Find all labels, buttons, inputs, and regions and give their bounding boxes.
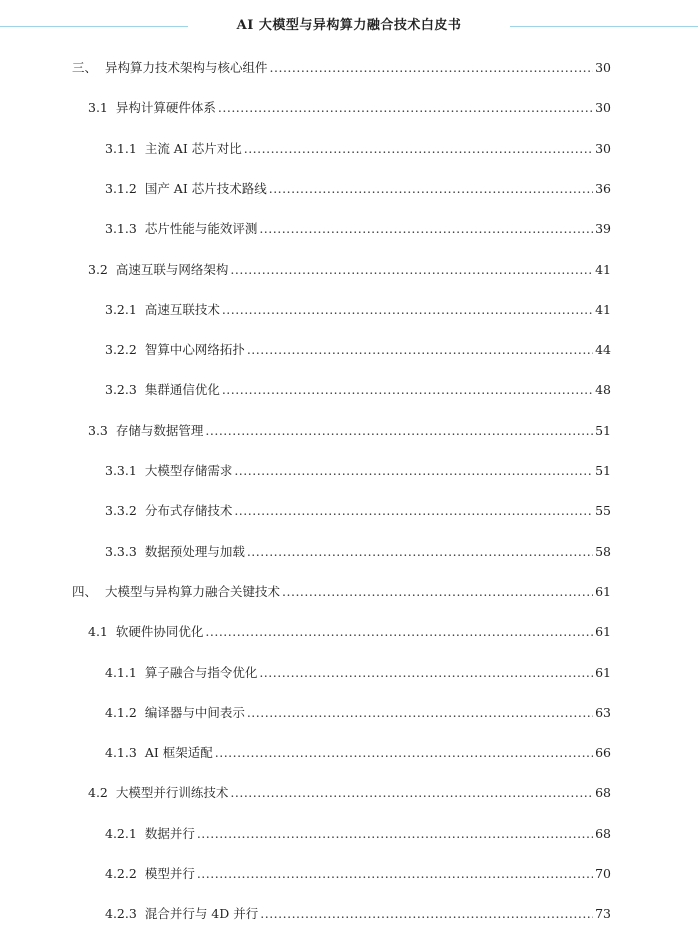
toc-dot-leader [230,783,593,803]
toc-entry-label [88,260,228,280]
toc-entry-number: 4.1 [88,624,108,640]
toc-entry-label [105,219,257,239]
toc-entry-title: 异构计算硬件体系 [115,100,216,116]
toc-entry-label [105,824,195,844]
toc-entry-page: 73 [595,906,611,922]
toc-entry-title: 编译器与中间表示 [144,704,245,720]
toc-entry-number: 四、 [72,583,98,599]
toc-entry-title: 国产 AI 芯片技术路线 [144,180,267,196]
header-rule-right [510,26,698,27]
toc-entry-number: 三、 [72,60,98,75]
toc-entry[interactable] [105,179,611,199]
toc-entry-page: 41 [595,301,611,317]
toc-entry-number: 3.2 [88,261,108,277]
toc-entry-title: 集群通信优化 [144,382,220,398]
toc-entry-number: 4.1.1 [105,664,137,680]
toc-dot-leader [247,340,593,360]
toc-entry-label [88,98,216,118]
toc-entry-page: 61 [595,664,611,680]
toc-dot-leader [244,139,593,159]
toc-entry-title: 数据预处理与加载 [144,543,245,559]
toc-entry[interactable] [105,300,611,320]
toc-entry[interactable] [105,743,611,763]
toc-entry-label [105,340,245,360]
toc-dot-leader [282,582,593,602]
toc-entry[interactable] [105,501,611,521]
toc-entry-title: 分布式存储技术 [144,503,233,519]
toc-entry-page: 55 [595,503,611,519]
toc-entry-page: 61 [595,583,611,599]
page-header [0,14,698,38]
toc-entry-number: 3.3.3 [105,543,137,559]
toc-dot-leader [259,219,593,239]
toc-entry[interactable] [105,663,611,683]
toc-dot-leader [205,421,593,441]
toc-entry-page: 68 [595,785,611,801]
toc-dot-leader [260,904,593,924]
toc-entry[interactable] [72,58,611,78]
toc-dot-leader [205,622,593,642]
toc-entry-number: 4.2.1 [105,825,137,841]
toc-entry[interactable] [88,421,611,441]
toc-entry-title: 软硬件协同优化 [115,624,204,640]
toc-entry[interactable] [105,219,611,239]
toc-entry-page: 30 [595,100,611,116]
toc-entry[interactable] [105,703,611,723]
toc-dot-leader [222,380,593,400]
toc-entry-page: 68 [595,825,611,841]
toc-dot-leader [269,179,593,199]
toc-entry-number: 4.1.3 [105,745,137,761]
toc-entry[interactable] [88,98,611,118]
toc-entry-label [105,300,220,320]
toc-dot-leader [197,864,593,884]
toc-entry[interactable] [105,340,611,360]
toc-dot-leader [215,743,593,763]
toc-entry-page: 36 [595,180,611,196]
toc-entry-label [105,501,232,521]
toc-entry-number: 3.2.3 [105,382,137,398]
toc-dot-leader [222,300,593,320]
toc-dot-leader [259,663,593,683]
toc-entry-page: 58 [595,543,611,559]
toc-entry-label [105,703,245,723]
toc-entry-page: 66 [595,745,611,761]
toc-entry[interactable] [105,542,611,562]
toc-entry-title: 大模型存储需求 [144,463,233,478]
toc-entry-number: 3.1.1 [105,140,137,156]
toc-entry-title: 智算中心网络拓扑 [144,342,245,358]
toc-dot-leader [218,98,593,118]
toc-entry-title: 芯片性能与能效评测 [144,221,258,237]
toc-entry-title: 算子融合与指令优化 [144,664,258,680]
toc-entry-title: 大模型与异构算力融合关键技术 [105,583,281,599]
toc-entry[interactable] [105,139,611,159]
toc-entry[interactable] [105,864,611,884]
toc-entry-number: 3.2.1 [105,301,137,317]
toc-entry-number: 4.1.2 [105,704,137,720]
toc-dot-leader [270,58,594,78]
toc-entry-title: 数据并行 [144,825,195,841]
toc-entry-label [105,743,213,763]
toc-entry-number: 4.2.2 [105,866,137,881]
toc-entry-label [105,139,242,159]
toc-entry[interactable] [88,260,611,280]
toc-entry-number: 3.3.1 [105,463,137,478]
toc-entry[interactable] [105,380,611,400]
toc-entry-label [72,58,268,78]
toc-entry-label [105,179,267,199]
toc-entry-label [88,622,203,642]
toc-entry-number: 3.1.3 [105,221,137,237]
toc-dot-leader [247,703,593,723]
document-title: AI 大模型与异构算力融合技术白皮书 [236,18,462,33]
toc-entry-page: 41 [595,261,611,277]
toc-dot-leader [197,824,593,844]
toc-entry-page: 51 [595,422,611,438]
toc-entry-title: 大模型并行训练技术 [115,785,229,801]
toc-entry-page: 61 [595,624,611,640]
toc-entry-label [105,461,232,481]
toc-entry-label [88,783,228,803]
toc-entry-title: 异构算力技术架构与核心组件 [105,60,268,75]
header-rule-left [0,26,188,27]
toc-entry-page: 63 [595,704,611,720]
toc-entry-title: 存储与数据管理 [115,422,204,438]
toc-entry-title: 主流 AI 芯片对比 [144,140,242,156]
toc-entry-title: 混合并行与 4D 并行 [144,906,259,922]
toc-entry[interactable] [105,461,611,481]
toc-entry-label [105,542,245,562]
toc-entry-label [105,904,258,924]
toc-entry-number: 3.3 [88,422,108,438]
toc-entry-title: AI 框架适配 [144,745,213,761]
toc-entry-page: 30 [595,140,611,156]
toc-entry[interactable] [88,783,611,803]
toc-entry-page: 51 [595,463,611,478]
toc-entry-number: 3.3.2 [105,503,137,519]
toc-entry-title: 高速互联技术 [144,301,220,317]
toc-entry-number: 3.1 [88,100,108,116]
toc-entry-label [105,380,220,400]
toc-entry[interactable] [72,582,611,602]
toc-entry-page: 39 [595,221,611,237]
toc-dot-leader [234,501,593,521]
toc-entry-number: 3.1.2 [105,180,137,196]
toc-dot-leader [234,461,593,481]
toc-dot-leader [247,542,593,562]
toc-entry[interactable] [105,904,611,924]
toc-entry-number: 4.2 [88,785,108,801]
toc-entry-page: 48 [595,382,611,398]
toc-entry-title: 高速互联与网络架构 [115,261,229,277]
toc-entry-label [72,582,280,602]
toc-entry-page: 70 [595,866,611,881]
toc-entry-label [105,663,257,683]
toc-entry-label [88,421,203,441]
toc-entry[interactable] [105,824,611,844]
toc-entry-number: 4.2.3 [105,906,137,922]
toc-entry-label [105,864,195,884]
toc-dot-leader [230,260,593,280]
toc-entry-number: 3.2.2 [105,342,137,358]
toc-entry-page: 30 [595,60,611,75]
toc-entry-title: 模型并行 [144,866,195,881]
toc-entry-page: 44 [595,342,611,358]
toc-entry[interactable] [88,622,611,642]
